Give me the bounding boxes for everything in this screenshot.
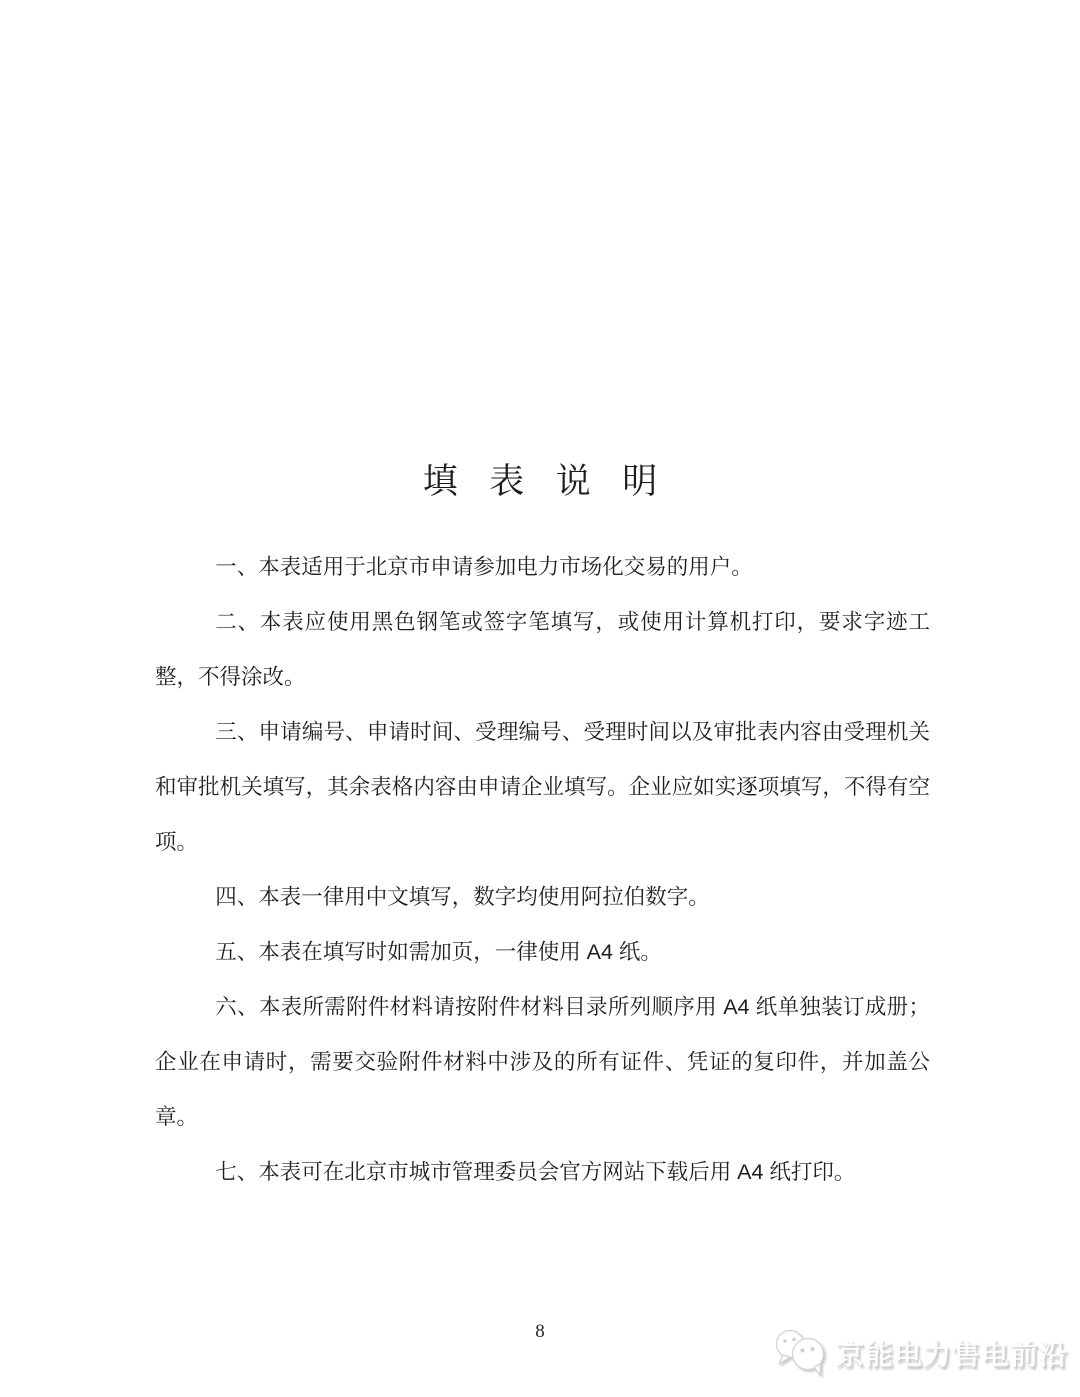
watermark-text: 京能电力售电前沿	[836, 1339, 1069, 1370]
instruction-item-1: 一、本表适用于北京市申请参加电力市场化交易的用户。	[215, 555, 753, 579]
instruction-item-3: 三、申请编号、申请时间、受理编号、受理时间以及审批表内容由受理机关和审批机关填写，其余表格内容由申请企业填写。企业应如实逐项填写，不得有空项。	[155, 720, 930, 854]
page-title	[0, 0, 1080, 499]
instruction-item-4: 四、本表一律用中文填写，数字均使用阿拉伯数字。	[215, 885, 710, 909]
wechat-icon	[770, 1328, 830, 1378]
page-number: 8	[535, 1321, 545, 1342]
watermark	[770, 1328, 1068, 1378]
page-title-text: 填表说明	[422, 462, 689, 501]
document-body	[155, 540, 930, 1200]
instruction-item-5: 五、本表在填写时如需加页，一律使用 A4 纸。	[215, 940, 662, 964]
instruction-item-6: 六、本表所需附件材料请按附件材料目录所列顺序用 A4 纸单独装订成册；企业在申请时，需要交验附件材料中涉及的所有证件、凭证的复印件，并加盖公章。	[155, 995, 930, 1129]
instruction-item-2: 二、本表应使用黑色钢笔或签字笔填写，或使用计算机打印，要求字迹工整，不得涂改。	[155, 610, 930, 689]
instruction-item-7: 七、本表可在北京市城市管理委员会官方网站下载后用 A4 纸打印。	[215, 1160, 856, 1184]
